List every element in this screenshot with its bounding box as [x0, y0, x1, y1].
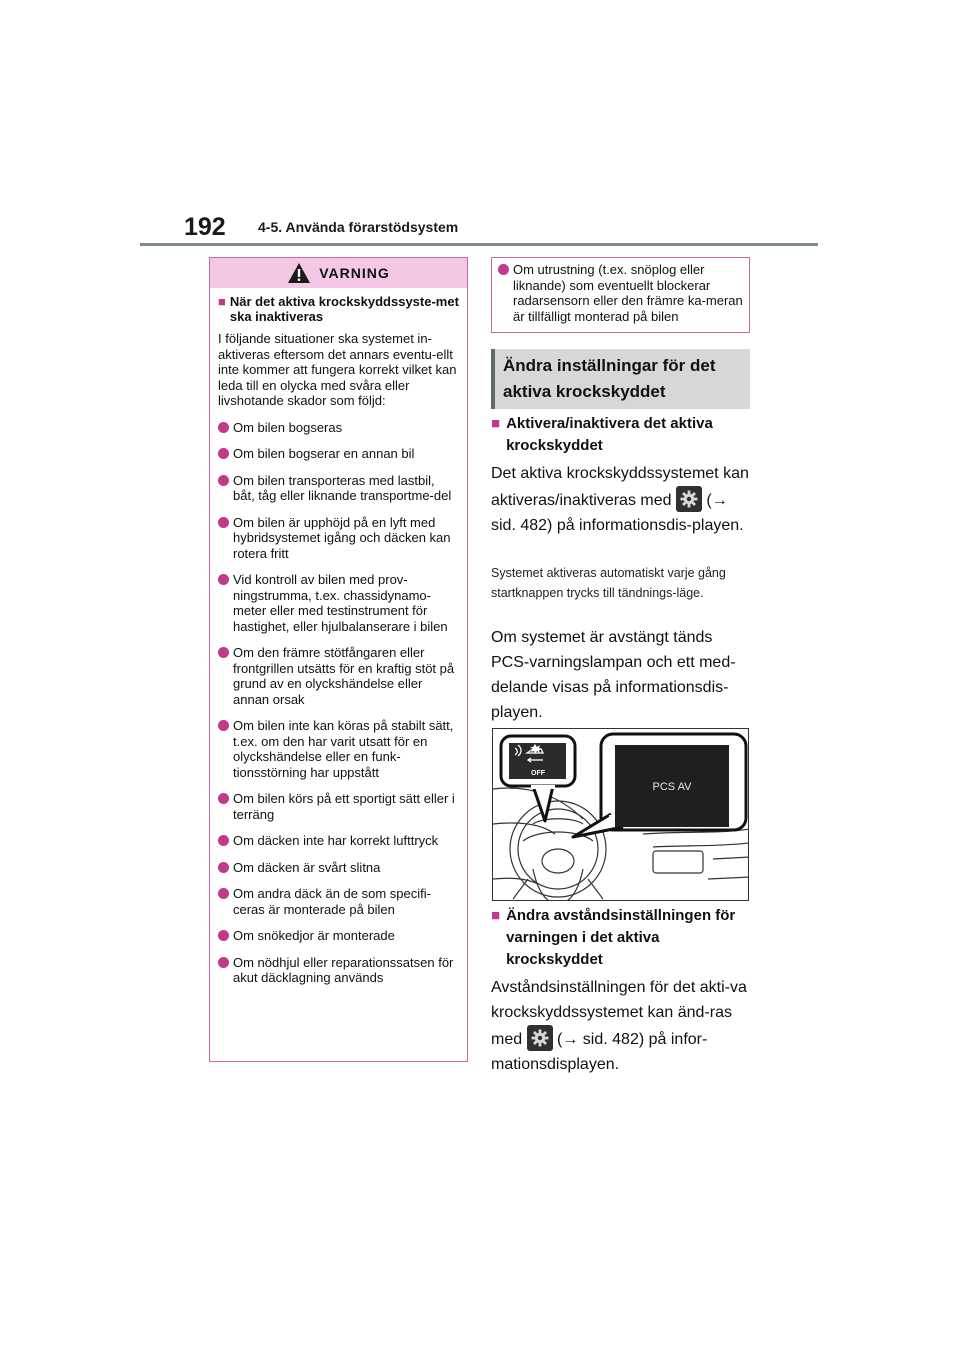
paragraph-text: (→ sid. 482) på informationsdis-playen. [491, 492, 744, 534]
dashboard-illustration [492, 728, 749, 901]
list-item-text: Om bilen transporteras med lastbil, båt, tåg eller liknande transportme-del [233, 472, 452, 503]
chapter-title: 4-5. Använda förarstödsystem [258, 219, 459, 235]
page-number: 192 [184, 213, 226, 241]
header-divider [140, 243, 818, 246]
bullet-dot-icon [218, 862, 229, 873]
paragraph-text: Det aktiva krockskyddssystemet kan aktiveras/inaktiveras med [491, 465, 749, 509]
bullet-dot-icon [218, 422, 229, 433]
warning-title: VARNING [319, 265, 390, 281]
paragraph-distance [491, 975, 753, 1077]
warning-heading-text: När det aktiva krockskyddssyste-met ska inaktiveras [229, 294, 459, 324]
settings-gear-icon [676, 486, 702, 512]
square-bullet-icon: ■ [491, 415, 501, 432]
bullet-dot-icon [218, 835, 229, 846]
list-item-text: Om nödhjul eller reparationssatsen för akut däcklagning används [233, 954, 454, 985]
bullet-dot-icon [218, 720, 229, 731]
list-item [218, 791, 459, 822]
list-item [498, 262, 743, 324]
bullet-dot-icon [218, 793, 229, 804]
list-item-text: Om bilen körs på ett sportigt sätt eller i terräng [233, 791, 455, 822]
paragraph-activate [491, 461, 753, 538]
list-item-text: Om utrustning (t.ex. snöplog eller liknande) som eventuellt blockerar radarsensorn eller den främre ka-meran är tillfälligt monterad på bilen [513, 262, 743, 324]
bullet-dot-icon [218, 574, 229, 585]
warning-list [218, 420, 459, 986]
list-item [218, 718, 459, 780]
bullet-dot-icon [218, 957, 229, 968]
list-item-text: Om bilen inte kan köras på stabilt sätt, t.ex. om den har varit utsatt för en olyckshändelse eller en funk-tionsstörning har uppstått [233, 718, 454, 780]
list-item [218, 645, 459, 707]
warning-triangle-icon [287, 262, 311, 284]
list-item [218, 446, 459, 462]
warning-continuation-box [491, 257, 750, 333]
section-title: Ändra inställningar för det aktiva krockskyddet [491, 349, 750, 409]
square-bullet-icon: ■ [491, 907, 501, 924]
subheading-activate [491, 413, 751, 457]
bullet-dot-icon [218, 647, 229, 658]
bullet-dot-icon [218, 930, 229, 941]
list-item-text: Om däcken är svårt slitna [233, 859, 381, 875]
square-bullet-icon: ■ [218, 294, 226, 309]
subheading-text: Ändra avståndsinställningen för varningen i det aktiva krockskyddet [506, 907, 736, 968]
subheading-distance [491, 905, 751, 971]
warning-heading [218, 294, 459, 324]
list-item-text: Om bilen är upphöjd på en lyft med hybridsystemet igång och däcken kan rotera fritt [233, 514, 451, 561]
list-item [218, 572, 459, 634]
bullet-dot-icon [218, 475, 229, 486]
bullet-dot-icon [218, 517, 229, 528]
paragraph-text: Avståndsinställningen för det akti-va krockskyddssystemet kan änd-ras med [491, 979, 747, 1048]
list-item-text: Vid kontroll av bilen med prov-ningstrumma, t.ex. chassidynamo-meter eller med testinstrument för hastighet, eller hjulbalanserare i bilen [233, 572, 448, 634]
bullet-dot-icon [218, 448, 229, 459]
list-item-text: Om andra däck än de som specifi-ceras är monterade på bilen [233, 886, 431, 917]
list-item [218, 955, 459, 986]
warning-box [209, 257, 468, 1062]
list-item-text: Om däcken inte har korrekt lufttryck [233, 833, 439, 848]
paragraph-off-state: Om systemet är avstängt tänds PCS-varningslampan och ett med-delande visas på informationsdis-playen. [491, 629, 736, 721]
note-auto-activate: Systemet aktiveras automatiskt varje gång startknappen trycks till tändnings-läge. [491, 566, 726, 600]
bullet-dot-icon [218, 888, 229, 899]
paragraph-text: (→ sid. 482) på infor-mationsdisplayen. [491, 1031, 708, 1073]
list-item-text: Om bilen bogserar en annan bil [233, 446, 415, 461]
dashboard-drawing [493, 729, 749, 901]
list-item-text: Om bilen bogseras [233, 419, 343, 435]
display-message: PCS AV [652, 781, 692, 793]
list-item [218, 886, 459, 917]
list-item [218, 860, 459, 876]
warning-intro: I följande situationer ska systemet in-aktiveras eftersom det annars eventu-ellt inte kommer att fungera korrekt vilket kan leda till en olycka med svåra eller livshotande skador som följd: [218, 331, 457, 408]
list-item [218, 515, 459, 562]
warning-header [210, 258, 467, 288]
indicator-off-label: OFF [531, 770, 545, 777]
list-item [218, 833, 459, 849]
list-item-text: Om den främre stötfångaren eller frontgrillen utsätts för en kraftig stöt på grund av en olyckshändelse eller annan orsak [233, 645, 455, 707]
settings-gear-icon [527, 1025, 553, 1051]
list-item-text: Om snökedjor är monterade [233, 928, 395, 943]
list-item [218, 473, 459, 504]
subheading-text: Aktivera/inaktivera det aktiva krockskyddet [506, 415, 713, 454]
bullet-dot-icon [498, 264, 509, 275]
list-item [218, 928, 459, 944]
list-item [218, 420, 459, 436]
